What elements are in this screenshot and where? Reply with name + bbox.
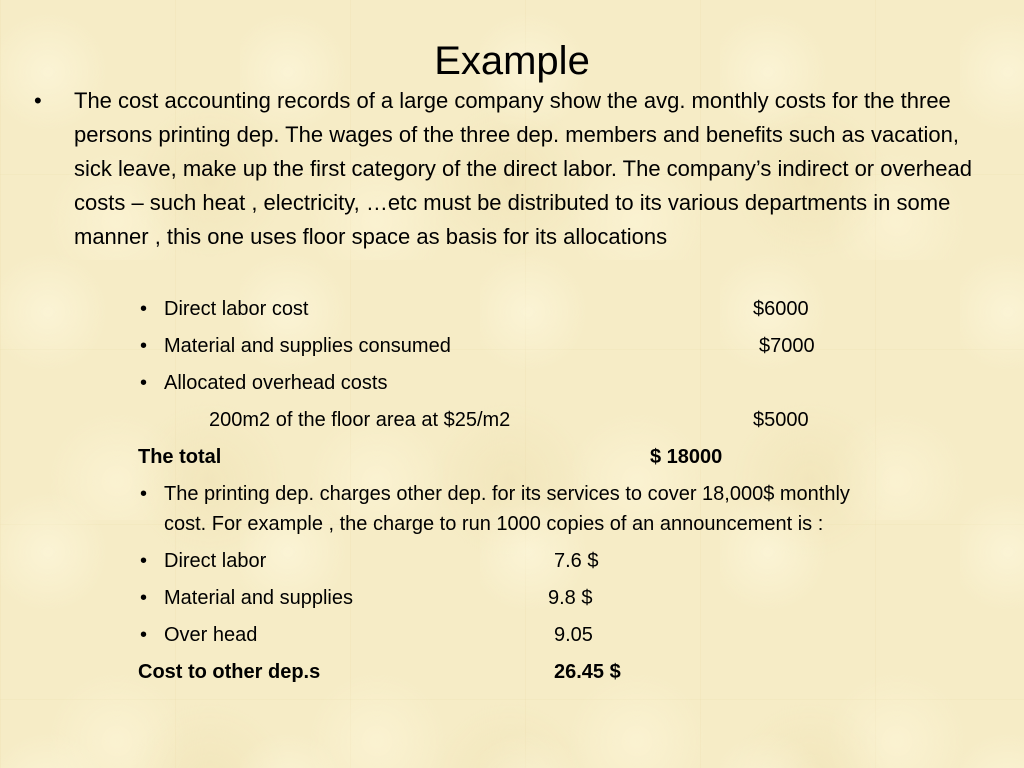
- floor-area-label: 200m2 of the floor area at $25/m2: [209, 409, 511, 431]
- materials-supplies-label: Material and supplies: [164, 587, 353, 609]
- sub-bullet-glyph: •: [140, 372, 148, 394]
- cost-to-other-deps-label: Cost to other dep.s: [138, 661, 321, 683]
- direct-labor-value: 7.6 $: [554, 550, 599, 572]
- total-value: $ 18000: [650, 446, 723, 468]
- materials-supplies-value: 9.8 $: [548, 587, 593, 609]
- direct-labor-label: Direct labor: [164, 550, 267, 572]
- intro-paragraph: The cost accounting records of a large company show the avg. monthly costs for the three persons printing dep. The wages of the three dep. members and benefits such as vacation, sick leave, make up the first category of the direct labor. The company’s indirect or overhead costs – such heat , electricity, …etc must be distributed to its various departments in some manner , this one uses floor space as basis for its allocations: [74, 88, 972, 249]
- total-label: The total: [138, 446, 222, 468]
- sub-bullet-glyph: •: [140, 335, 148, 357]
- overhead-label: Over head: [164, 624, 258, 646]
- charges-note: The printing dep. charges other dep. for its services to cover 18,000$ monthly: [164, 483, 850, 505]
- slide-title: Example: [434, 39, 590, 83]
- allocated-overhead-label: Allocated overhead costs: [164, 372, 388, 394]
- materials-consumed-value: $7000: [759, 335, 815, 357]
- sub-bullet-glyph: •: [140, 298, 148, 320]
- direct-labor-cost-value: $6000: [753, 298, 809, 320]
- floor-area-value: $5000: [753, 409, 809, 431]
- overhead-value: 9.05: [554, 624, 593, 646]
- materials-consumed-label: Material and supplies consumed: [164, 335, 451, 357]
- sub-bullet-glyph: •: [140, 587, 148, 609]
- direct-labor-cost-label: Direct labor cost: [164, 298, 309, 320]
- charges-note-continued: cost. For example , the charge to run 1000 copies of an announcement is :: [164, 513, 824, 535]
- main-bullet-glyph: •: [34, 88, 42, 113]
- sub-bullet-glyph: •: [140, 483, 148, 505]
- sub-bullet-glyph: •: [140, 550, 148, 572]
- cost-to-other-deps-value: 26.45 $: [554, 661, 621, 683]
- sub-bullet-glyph: •: [140, 624, 148, 646]
